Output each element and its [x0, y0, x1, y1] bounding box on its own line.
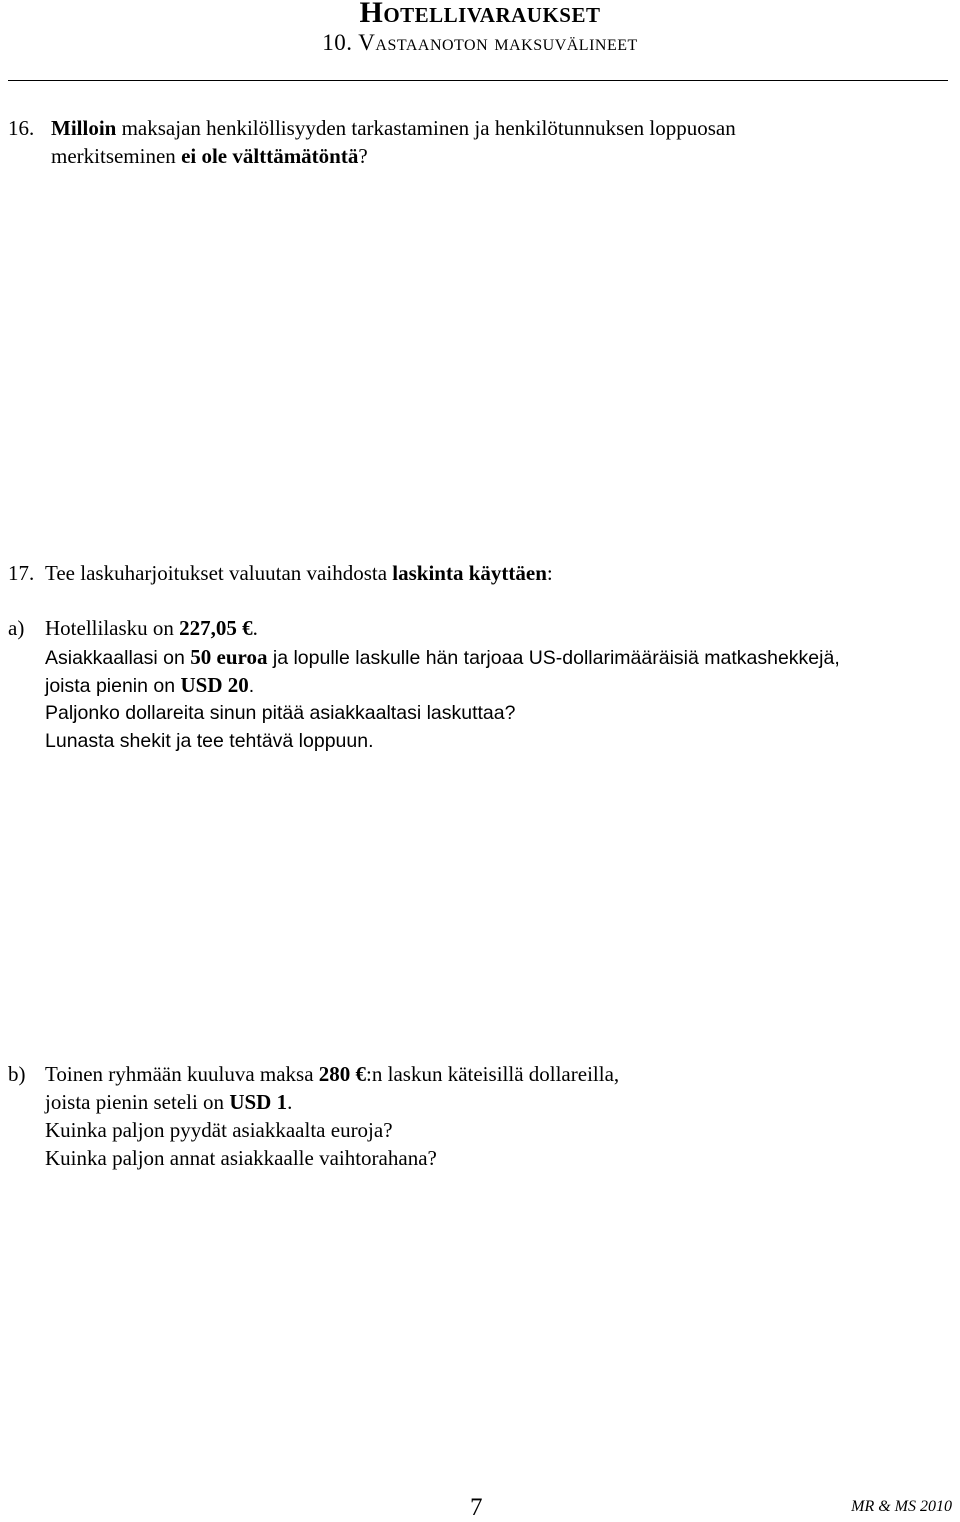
part-b-label: b) — [8, 1062, 26, 1086]
part-b-amount: 280 € — [318, 1062, 367, 1086]
q16-keyword-not-required: ei ole välttämätöntä — [181, 144, 359, 168]
part-a-line-4: Paljonko dollareita sinun pitää asiakkaaltasi laskuttaa? — [45, 702, 516, 724]
q16-line-2-pre: merkitseminen — [51, 144, 182, 168]
part-b-line-2 — [45, 1088, 292, 1116]
part-a-line-3 — [45, 671, 254, 700]
copyright-notice: MR & MS 2010 — [851, 1498, 952, 1515]
q17-number: 17. — [8, 561, 35, 585]
q17-line-post: : — [546, 561, 553, 585]
q16-line-2-post: ? — [358, 144, 368, 168]
part-a-line-1-pre: Hotellilasku on — [45, 616, 180, 640]
part-a-line-3-post: . — [248, 675, 255, 697]
part-a-line-1-post: . — [252, 616, 258, 640]
part-a-line-2-pre: Asiakkaallasi on — [45, 647, 191, 669]
part-a-line-2 — [45, 643, 840, 672]
q16-number: 16. — [8, 116, 35, 140]
document-title: Hotellivaraukset — [359, 0, 601, 29]
part-b-line-2-pre: joista pienin seteli on — [45, 1090, 230, 1114]
part-a-line-2-post: ja lopulle laskulle hän tarjoaa US-dollarimääräisiä matkashekkejä, — [267, 647, 840, 669]
part-b-line-3: Kuinka paljon pyydät asiakkaalta euroja? — [45, 1118, 393, 1142]
q16-line-2 — [51, 142, 368, 170]
part-a-label: a) — [8, 616, 25, 640]
q17-keyword-calculator: laskinta käyttäen — [392, 561, 547, 585]
part-b-line-1-pre: Toinen ryhmään kuuluva maksa — [45, 1062, 319, 1086]
page-number: 7 — [470, 1494, 483, 1521]
part-b-line-2-post: . — [287, 1090, 293, 1114]
part-a-line-1 — [45, 614, 258, 642]
part-a-line-3-pre: joista pienin on — [45, 675, 181, 697]
part-a-line-5: Lunasta shekit ja tee tehtävä loppuun. — [45, 730, 374, 752]
part-b-usd-note: USD 1 — [229, 1090, 288, 1114]
part-b-line-1-post: :n laskun käteisillä dollareilla, — [366, 1062, 620, 1086]
document-subtitle: 10. Vastaanoton maksuvälineet — [322, 30, 638, 55]
header-divider — [8, 80, 948, 81]
part-b-line-4: Kuinka paljon annat asiakkaalle vaihtorahana? — [45, 1146, 437, 1170]
q17-line-pre: Tee laskuharjoitukset valuutan vaihdosta — [45, 561, 393, 585]
q16-keyword-milloin: Milloin — [51, 116, 117, 140]
q16-line-1-text: maksajan henkilöllisyyden tarkastaminen ja henkilötunnuksen loppuosan — [116, 116, 736, 140]
q17-line — [45, 559, 553, 587]
part-a-bill-amount: 227,05 € — [179, 616, 253, 640]
part-a-usd-amount: USD 20 — [180, 673, 249, 697]
q16-line-1 — [51, 114, 736, 142]
part-b-line-1 — [45, 1060, 619, 1088]
part-a-euro-amount: 50 euroa — [190, 645, 268, 669]
